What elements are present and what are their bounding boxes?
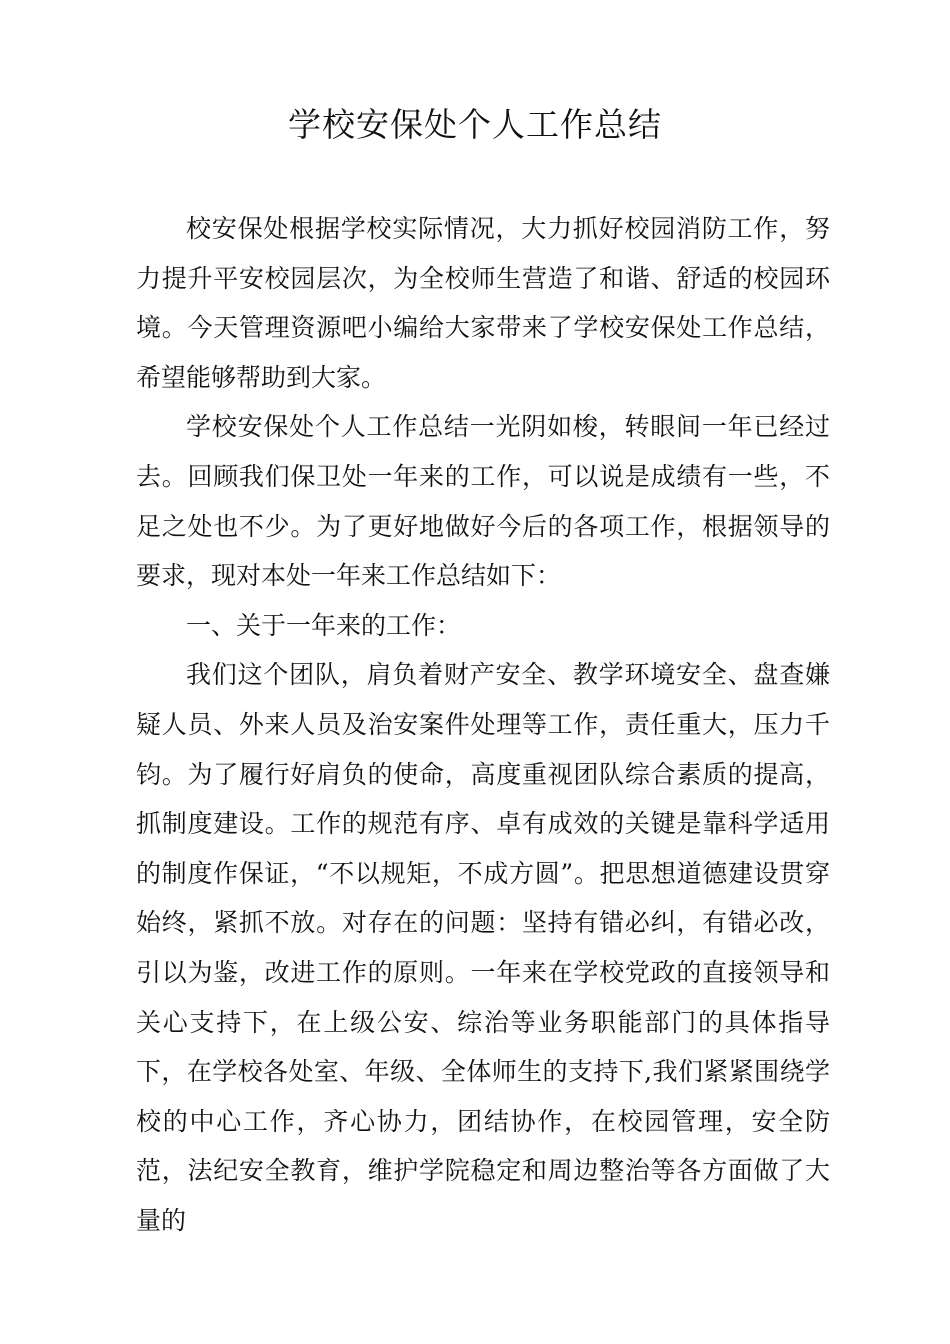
paragraph-review: 学校安保处个人工作总结一光阴如梭，转眼间一年已经过去。回顾我们保卫处一年来的工作，可以说是成绩有一些，不足之处也不少。为了更好地做好今后的各项工作，根据领导的要求，现对本处一年来工作总结如下： bbox=[136, 412, 830, 591]
section-heading-work: 一、关于一年来的工作： bbox=[186, 610, 462, 640]
document-body bbox=[136, 204, 830, 1245]
document-title: 学校安保处个人工作总结 bbox=[288, 105, 662, 144]
paragraph-team: 我们这个团队，肩负着财产安全、教学环境安全、盘查嫌疑人员、外来人员及治安案件处理等工作，责任重大，压力千钧。为了履行好肩负的使命，高度重视团队综合素质的提高，抓制度建设。工作的规范有序、卓有成效的关键是靠科学适用的制度作保证，“不以规矩，不成方圆”。把思想道德建设贯穿始终，紧抓不放。对存在的问题：坚持有错必纠，有错必改，引以为鉴，改进工作的原则。一年来在学校党政的直接领导和关心支持下，在上级公安、综治等业务职能部门的具体指导下，在学校各处室、年级、全体师生的支持下,我们紧紧围绕学校的中心工作，齐心协力，团结协作，在校园管理，安全防范，法纪安全教育，维护学院稳定和周边整治等各方面做了大量的 bbox=[136, 660, 830, 1235]
paragraph-intro: 校安保处根据学校实际情况，大力抓好校园消防工作，努力提升平安校园层次，为全校师生营造了和谐、舒适的校园环境。今天管理资源吧小编给大家带来了学校安保处工作总结，希望能够帮助到大家。 bbox=[136, 214, 830, 392]
